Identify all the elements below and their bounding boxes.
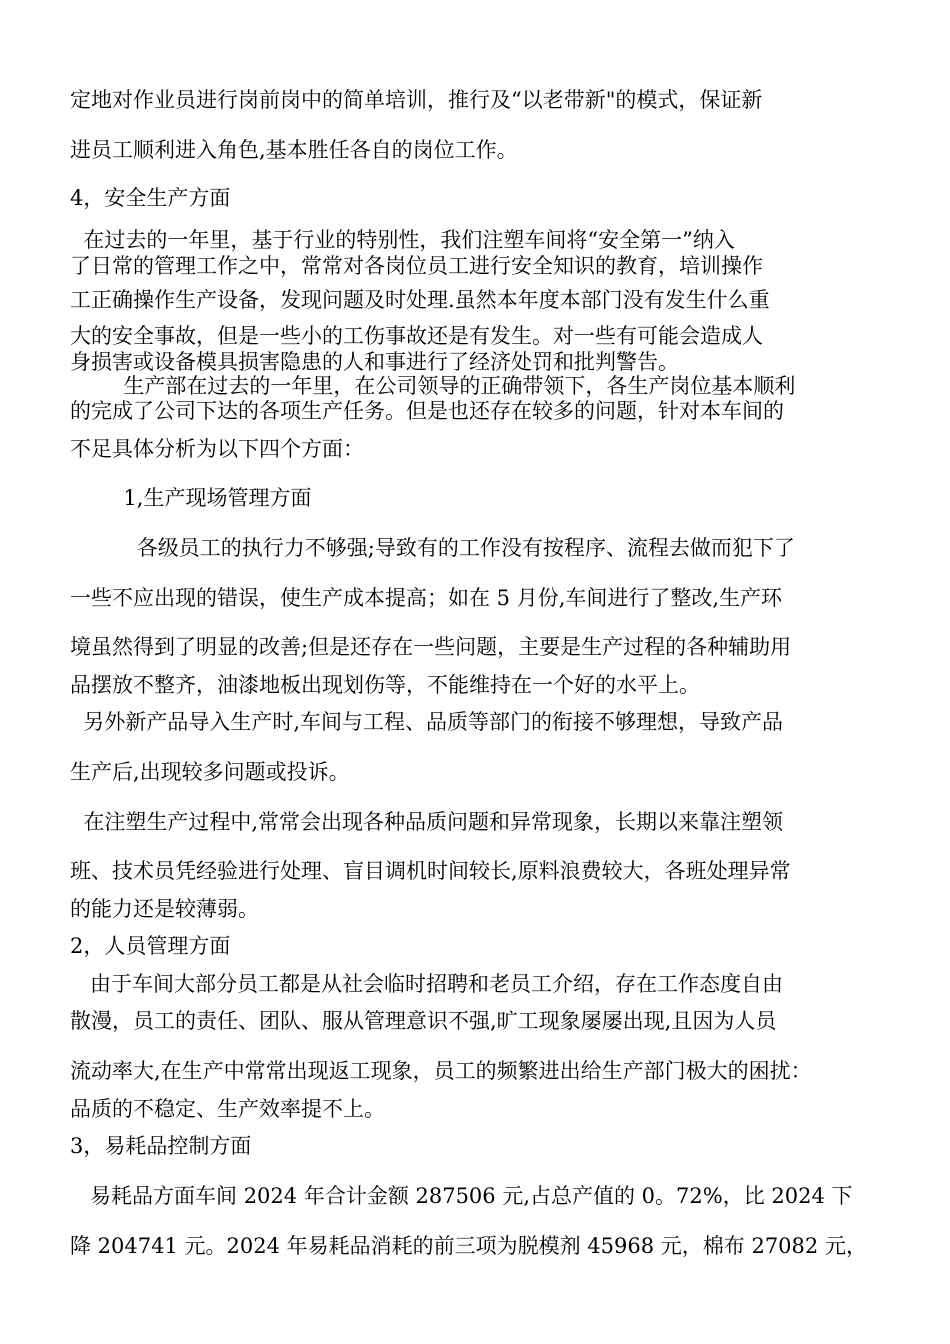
text-line: 生产部在过去的一年里，在公司领导的正确带领下，各生产岗位基本顺利	[70, 374, 796, 398]
text-line: 生产后,出现较多问题或投诉。	[70, 760, 350, 784]
text-line: 品质的不稳定、生产效率提不上。	[70, 1097, 385, 1121]
text-line: 品摆放不整齐，油漆地板出现划伤等，不能维持在一个好的水平上。	[70, 673, 700, 697]
text-line: 由于车间大部分员工都是从社会临时招聘和老员工介绍，存在工作态度自由	[70, 972, 784, 996]
text-line: 定地对作业员进行岗前岗中的简单培训，推行及“以老带新"的模式，保证新	[70, 88, 763, 112]
text-line: 大的安全事故，但是一些小的工伤事故还是有发生。对一些有可能会造成人	[70, 324, 763, 348]
text-line: 境虽然得到了明显的改善;但是还存在一些问题，主要是生产过程的各种辅助用	[70, 635, 792, 659]
text-line: 一些不应出现的错误，使生产成本提高；如在 5 月份,车间进行了整改,生产环	[70, 586, 783, 610]
section-heading: 4，安全生产方面	[70, 186, 231, 210]
text-line: 的能力还是较薄弱。	[70, 897, 259, 921]
section-heading: 3，易耗品控制方面	[70, 1134, 252, 1158]
text-line: 班、技术员凭经验进行处理、盲目调机时间较长,原料浪费较大，各班处理异常	[70, 859, 791, 883]
text-line: 工正确操作生产设备，发现问题及时处理.虽然本年度本部门没有发生什么重	[70, 288, 770, 312]
text-line: 另外新产品导入生产时,车间与工程、品质等部门的衔接不够理想，导致产品	[70, 710, 784, 734]
text-line: 的完成了公司下达的各项生产任务。但是也还存在较多的问题，针对本车间的	[70, 399, 784, 423]
text-line: 散漫，员工的责任、团队、服从管理意识不强,旷工现象屡屡出现,且因为人员	[70, 1009, 777, 1033]
text-line: 各级员工的执行力不够强;导致有的工作没有按程序、流程去做而犯下了	[70, 536, 795, 560]
subsection-heading: 1,生产现场管理方面	[70, 486, 312, 510]
text-line: 了日常的管理工作之中，常常对各岗位员工进行安全知识的教育，培训操作	[70, 254, 763, 278]
text-line: 降 204741 元。2024 年易耗品消耗的前三项为脱模剂 45968 元，棉布 27082 元，	[70, 1234, 867, 1258]
text-line: 易耗品方面车间 2024 年合计金额 287506 元,占总产值的 0。72%，比 2024 下	[70, 1184, 853, 1208]
text-line: 不足具体分析为以下四个方面：	[70, 437, 364, 461]
section-heading: 2，人员管理方面	[70, 934, 231, 958]
text-line: 在过去的一年里，基于行业的特别性，我们注塑车间将“安全第一”纳入	[70, 228, 735, 252]
text-line: 进员工顺利进入角色,基本胜任各自的岗位工作。	[70, 138, 518, 162]
text-line: 身损害或设备模具损害隐患的人和事进行了经济处罚和批判警告。	[70, 350, 679, 374]
text-line: 流动率大,在生产中常常出现返工现象，员工的频繁进出给生产部门极大的困扰：	[70, 1059, 812, 1083]
text-line: 在注塑生产过程中,常常会出现各种品质问题和异常现象，长期以来靠注塑领	[70, 810, 784, 834]
